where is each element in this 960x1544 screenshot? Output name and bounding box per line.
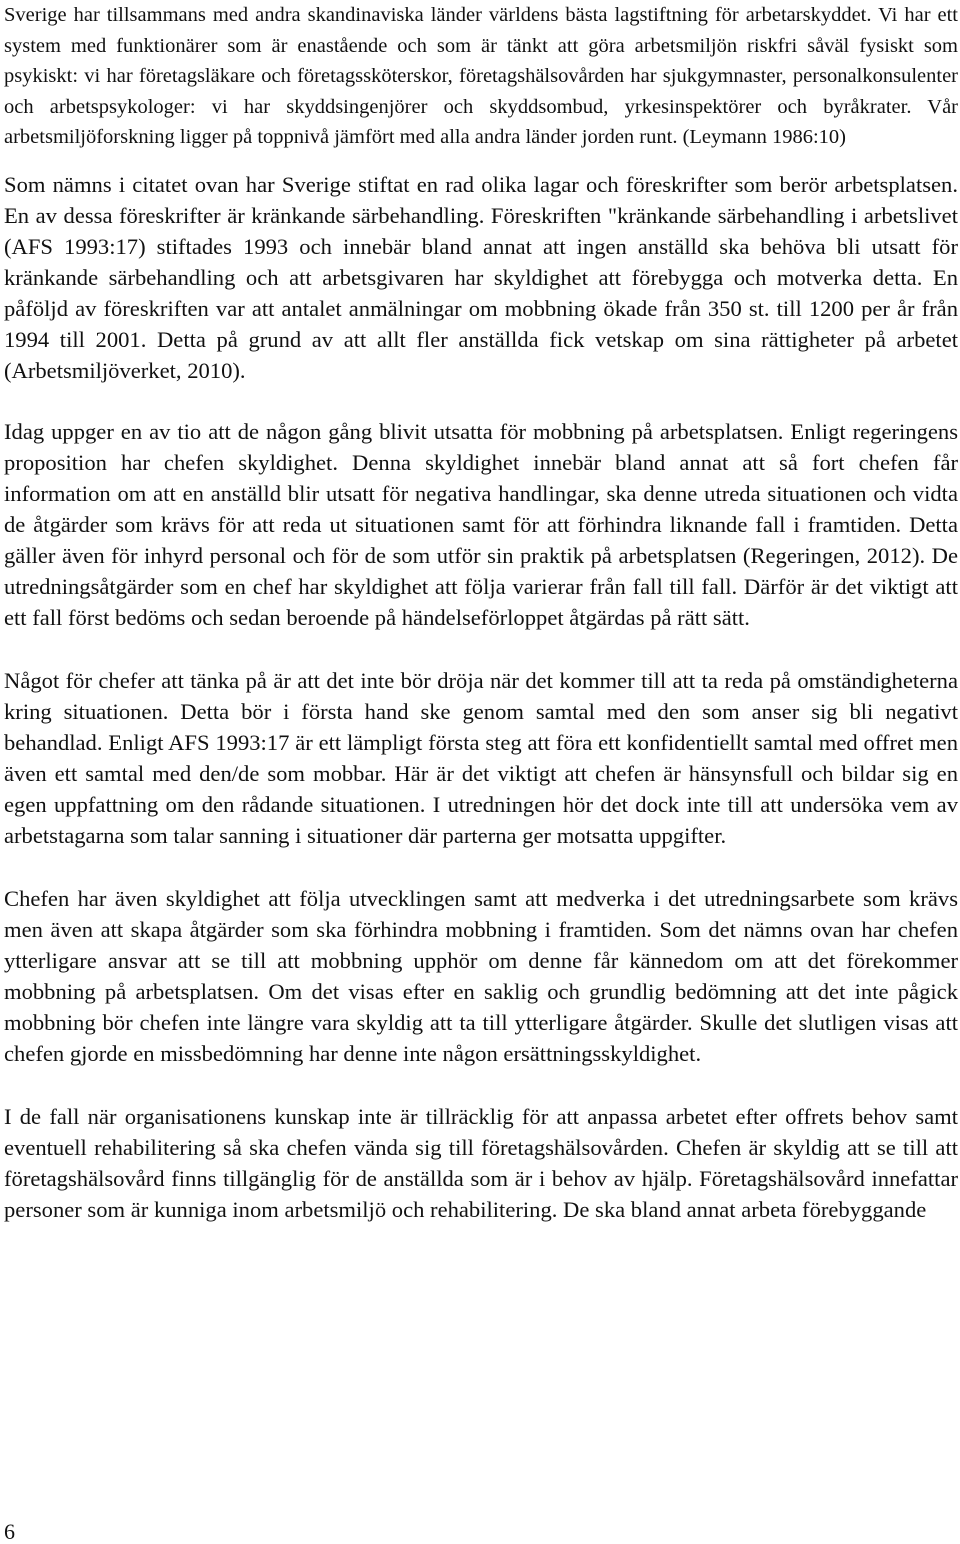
- paragraph-occupational-health: I de fall när organisationens kunskap inte är tillräcklig för att anpassa arbetet efter offrets behov samt eventuell rehabilitering så ska chefen vända sig till företagshälsovården. Chefen är skyldig att se till att företagshälsovård finns tillgänglig för de anställda som är i behov av hjälp. Företagshälsovård innefattar personer som är kunniga inom arbetsmiljö och rehabilitering. De ska bland annat arbeta förebyggande: [4, 1103, 958, 1222]
- paragraph-follow-up: Chefen har även skyldighet att följa utvecklingen samt att medverka i det utredningsarbete som krävs men även att skapa åtgärder som ska förhindra mobbning i framtiden. Som det nämns ovan har chefen ytterligare ansvar att se till att mobbning upphör om denne får kännedom om att det förekommer mobbning på arbetsplatsen. Om det visas efter en saklig och grundlig bedömning att det inte pågick mobbning bör chefen inte längre vara skyldig att ta till ytterligare åtgärder. Skulle det slutligen visas att chefen gjorde en missbedömning har denne inte någon ersättningsskyldighet.: [4, 885, 958, 1066]
- page-number: 6: [4, 1519, 15, 1544]
- paragraph-legislation: Som nämns i citatet ovan har Sverige stiftat en rad olika lagar och föreskrifter som berör arbetsplatsen. En av dessa föreskrifter är kränkande särbehandling. Föreskriften "kränkande särbehandling i arbetslivet (AFS 1993:17) stiftades 1993 och innebär bland annat att ingen anställd ska behöva bli utsatt för kränkande särbehandling och att arbetsgivaren har skyldighet att förebygga och motverka detta. En påföljd av föreskriften var att antalet anmälningar om mobbning ökade från 350 st. till 1200 per år från 1994 till 2001. Detta på grund av att allt fler anställda fick vetskap om sina rättigheter på arbetet (Arbetsmiljöverket, 2010).: [4, 171, 958, 383]
- paragraph-investigation: Något för chefer att tänka på är att det inte bör dröja när det kommer till att ta reda på omständigheterna kring situationen. Detta bör i första hand ske genom samtal med den som anser sig bli negativt behandlad. Enligt AFS 1993:17 är ett lämpligt första steg att föra ett konfidentiellt samtal med offret men även ett samtal med den/de som mobbar. Här är det viktigt att chefen är hänsynsfull och bildar sig en egen uppfattning om den rådande situationen. I utredningen hör det dock inte till att undersöka vem av arbetstagarna som talar sanning i situationer där parterna ger motsatta uppgifter.: [4, 667, 958, 848]
- document-page: [4, 0, 958, 1225]
- block-quote: Sverige har tillsammans med andra skandinaviska länder världens bästa lagstiftning för arbetarskyddet. Vi har ett system med funktionärer som är enastående och som är tänkt att göra arbetsmiljön riskfri såväl fysiskt som psykiskt: vi har företagsläkare och företagssköterskor, företagshälsovården har sjukgymnaster, personalkonsulenter och arbetspsykologer: vi har skyddsingenjörer och skyddsombud, yrkesinspektörer och byråkrater. Vår arbetsmiljöforskning ligger på toppnivå jämfört med alla andra länder jorden runt. (Leymann 1986:10): [4, 4, 958, 149]
- paragraph-manager-duty: Idag uppger en av tio att de någon gång blivit utsatta för mobbning på arbetsplatsen. Enligt regeringens proposition har chefen skyldighet. Denna skyldighet innebär bland annat att så fort chefen får information om att en anställd blir utsatt för negativa handlingar, ska denne utreda situationen och vidta de åtgärder som krävs för att reda ut situationen samt för att förhindra liknande fall i framtiden. Detta gäller även för inhyrd personal och för de som utför sin praktik på arbetsplatsen (Regeringen, 2012). De utredningsåtgärder som en chef har skyldighet att följa varierar från fall till fall. Därför är det viktigt att ett fall först bedöms och sedan beroende på händelseförloppet åtgärdas på rätt sätt.: [4, 418, 958, 630]
